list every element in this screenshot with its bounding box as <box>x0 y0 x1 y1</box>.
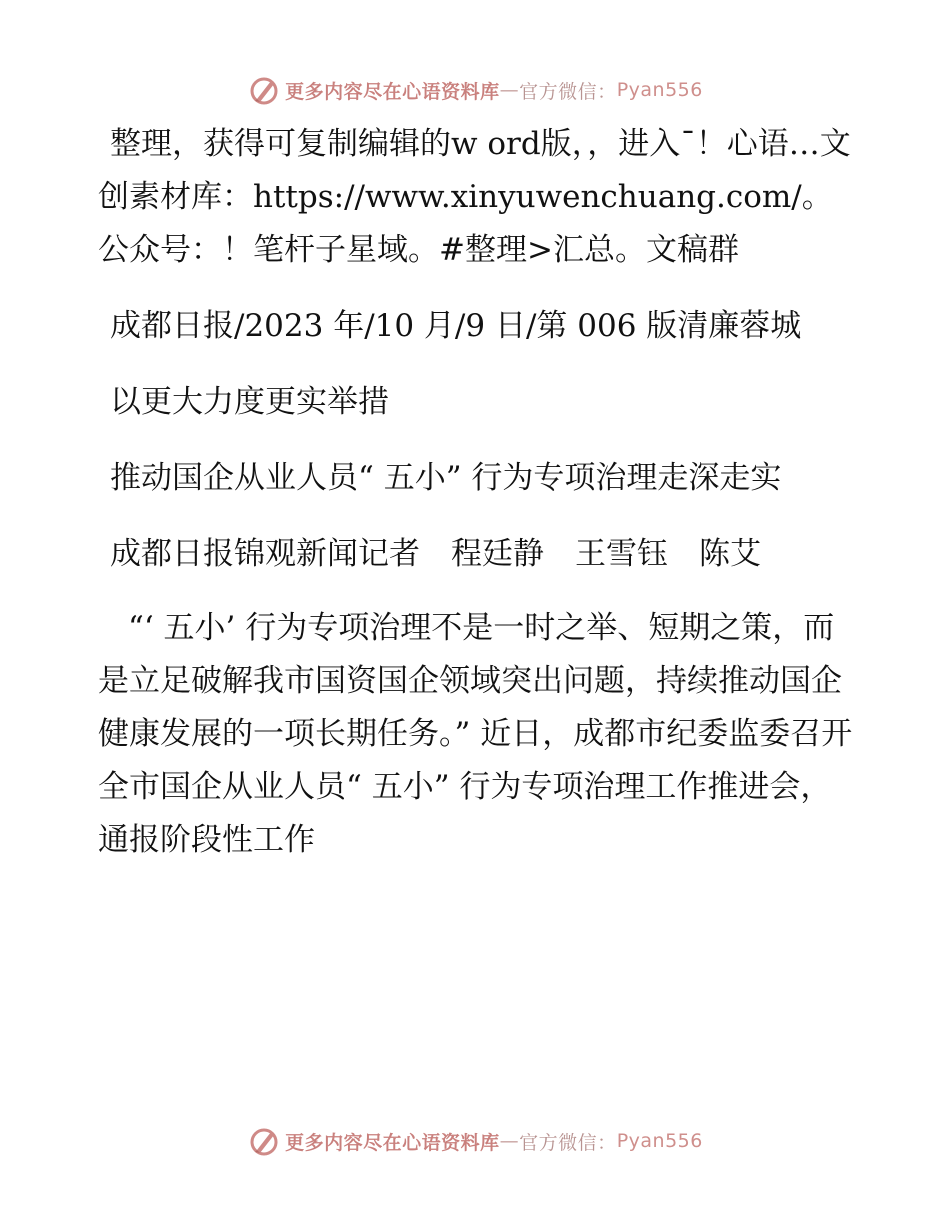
byline: 成都日报锦观新闻记者 程廷静 王雪钰 陈艾 <box>110 536 761 572</box>
intro-paragraph: 整理，获得可复制编辑的w ord版，，进入¯！心语…文创素材库：https://www.xinyuwenchuang.com/。公众号：！笔杆子星域。#整理>汇总。文稿群 <box>98 126 851 268</box>
footer-watermark <box>0 1121 950 1161</box>
watermark-separator: — <box>499 79 520 101</box>
watermark-label: 官方微信： <box>519 80 617 103</box>
header-watermark <box>0 70 950 110</box>
watermark-brand: 更多内容尽在心语资料库 <box>285 1131 500 1154</box>
watermark-brand: 更多内容尽在心语资料库 <box>285 80 500 103</box>
headline-line-2: 推动国企从业人员“ 五小” 行为专项治理走深走实 <box>110 460 782 496</box>
watermark-wechat-id: Pyan556 <box>616 79 703 101</box>
watermark-wechat-id: Pyan556 <box>616 1130 703 1152</box>
document-body <box>98 118 858 867</box>
body-paragraph: “‘ 五小’ 行为专项治理不是一时之举、短期之策，而是立足破解我市国资国企领域突出问题，持续推动国企健康发展的一项长期任务。” 近日，成都市纪委监委召开全市国企从业人员“ 五小” 行为专项治理工作推进会，通报阶段性工作 <box>98 610 853 858</box>
watermark-label: 官方微信： <box>519 1131 617 1154</box>
pen-logo-icon <box>247 73 281 107</box>
headline-line-1: 以更大力度更实举措 <box>110 384 389 420</box>
source-line: 成都日报/2023 年/10 月/9 日/第 006 版清廉蓉城 <box>110 308 802 344</box>
watermark-separator: — <box>499 1130 520 1152</box>
pen-logo-icon <box>247 1124 281 1158</box>
